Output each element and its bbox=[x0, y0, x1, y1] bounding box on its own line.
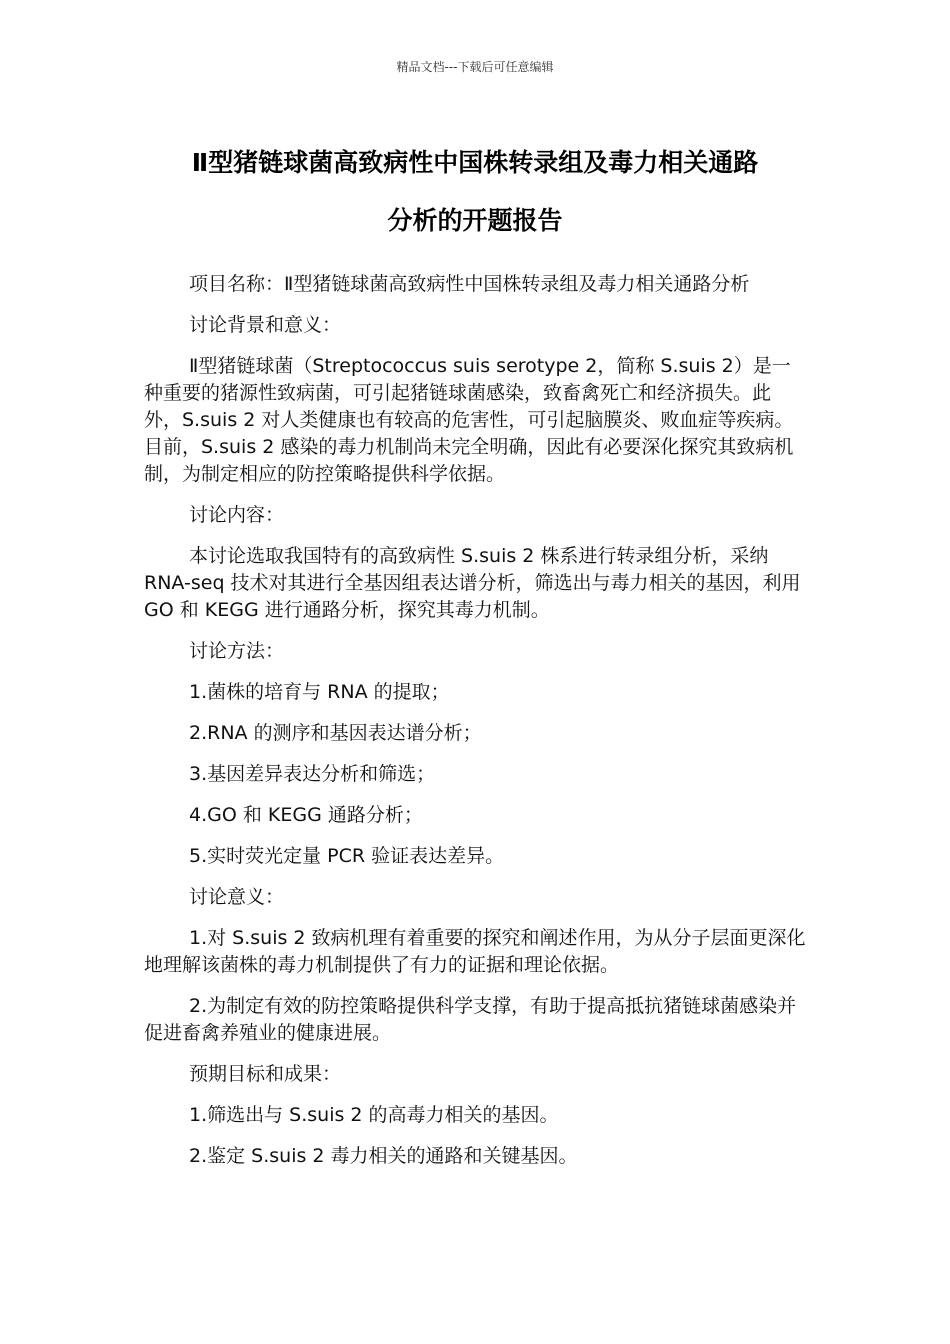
background-heading: 讨论背景和意义： bbox=[189, 314, 342, 336]
title-line-1: Ⅱ型猪链球菌高致病性中国株转录组及毒力相关通路 bbox=[191, 148, 759, 177]
method-item: 2.RNA 的测序和基因表达谱分析； bbox=[189, 722, 482, 744]
document-body bbox=[144, 271, 806, 1184]
goal-item: 1.筛选出与 S.suis 2 的高毒力相关的基因。 bbox=[189, 1104, 559, 1126]
project-name-paragraph: 项目名称：Ⅱ型猪链球菌高致病性中国株转录组及毒力相关通路分析 bbox=[189, 273, 750, 295]
title-line-2: 分析的开题报告 bbox=[387, 206, 563, 235]
methods-heading: 讨论方法： bbox=[189, 640, 285, 662]
method-item: 1.菌株的培育与 RNA 的提取； bbox=[189, 681, 450, 703]
content-heading: 讨论内容： bbox=[189, 504, 285, 526]
goal-item: 2.鉴定 S.suis 2 毒力相关的通路和关键基因。 bbox=[189, 1145, 578, 1167]
method-item: 4.GO 和 KEGG 通路分析； bbox=[189, 804, 423, 826]
significance-heading: 讨论意义： bbox=[189, 886, 285, 908]
significance-item: 1.对 S.suis 2 致病机理有着重要的探究和阐述作用，为从分子层面更深化地理解该菌株的毒力机制提供了有力的证据和理论依据。 bbox=[144, 927, 806, 976]
goals-heading: 预期目标和成果： bbox=[189, 1063, 342, 1085]
method-item: 5.实时荧光定量 PCR 验证表达差异。 bbox=[189, 845, 505, 867]
document-title bbox=[140, 134, 810, 250]
content-paragraph: 本讨论选取我国特有的高致病性 S.suis 2 株系进行转录组分析，采纳 RNA-seq 技术对其进行全基因组表达谱分析，筛选出与毒力相关的基因，利用 GO 和 KEGG 进行通路分析，探究其毒力机制。 bbox=[144, 545, 801, 621]
significance-item: 2.为制定有效的防控策略提供科学支撑，有助于提高抵抗猪链球菌感染并促进畜禽养殖业的健康进展。 bbox=[144, 995, 797, 1044]
page-header: 精品文档---下载后可任意编辑 bbox=[396, 60, 554, 74]
method-item: 3.基因差异表达分析和筛选； bbox=[189, 763, 436, 785]
background-paragraph: Ⅱ型猪链球菌（Streptococcus suis serotype 2，简称 S.suis 2）是一种重要的猪源性致病菌，可引起猪链球菌感染，致畜禽死亡和经济损失。此外，S.suis 2 对人类健康也有较高的危害性，可引起脑膜炎、败血症等疾病。目前，S.suis 2 感染的毒力机制尚未完全明确，因此有必要深化探究其致病机制，为制定相应的防控策略提供科学依据。 bbox=[144, 355, 794, 485]
